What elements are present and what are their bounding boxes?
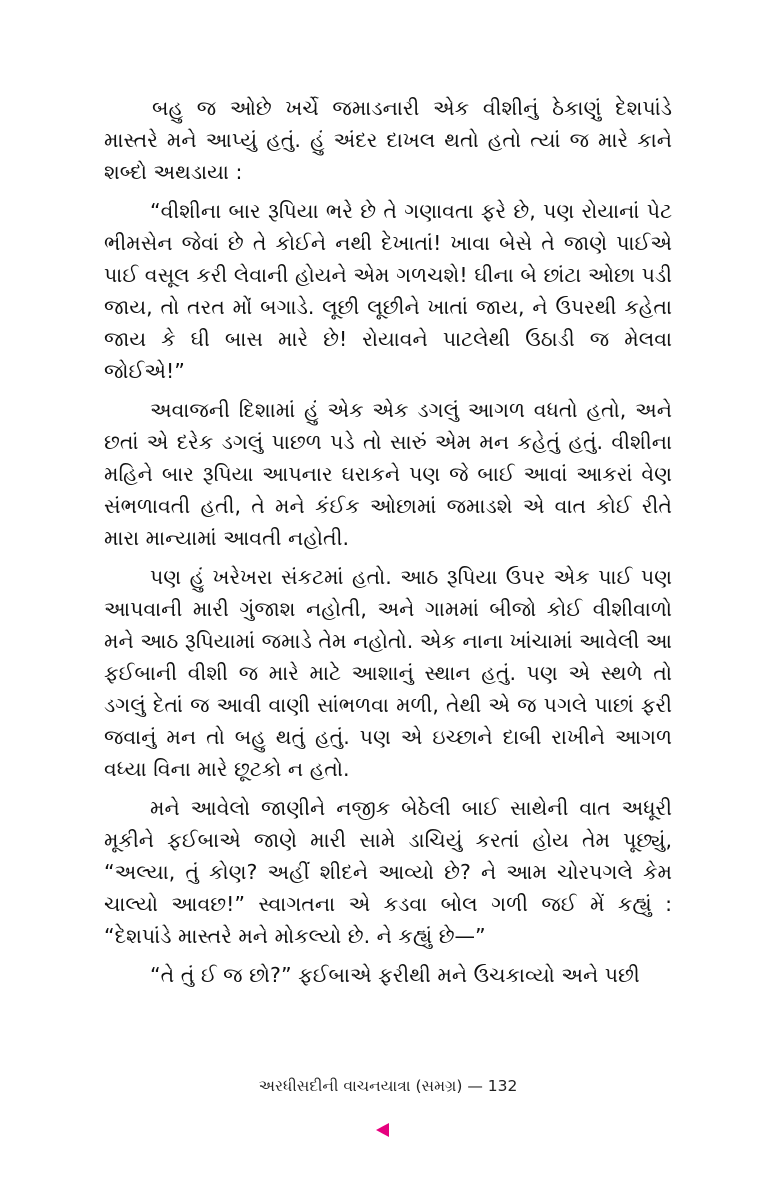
paragraph-4: પણ હું ખરેખરા સંકટમાં હતો. આઠ રૂપિયા ઉપર એક પાઈ પણ આપવાની મારી ગુંજાશ નહોતી, અને ગામમાં બીજો કોઈ વીશીવાળો મને આઠ રૂપિયામાં જમાડે તેમ નહોતો. એક નાના ખાંચામાં આવેલી આ ફઈબાની વીશી જ મારે માટે આશાનું સ્થાન હતું. પણ એ સ્થળે તો ડગલું દેતાં જ આવી વાણી સાંભળવા મળી, તેથી એ જ પગલે પાછાં ફરી જવાનું મન તો બહુ થતું હતું. પણ એ ઇચ્છાને દાબી રાખીને આગળ વધ્યા વિના મારે છૂટકો ન હતો. <box>104 565 672 781</box>
paragraph-2: “વીશીના બાર રૂપિયા ભરે છે તે ગણાવતા ફરે છે, પણ રોયાનાં પેટ ભીમસેન જેવાં છે તે કોઈને નથી દેખાતાં! ખાવા બેસે તે જાણે પાઈએ પાઈ વસૂલ કરી લેવાની હોયને એમ ગળચશે! ઘીના બે છાંટા ઓછા પડી જાય, તો તરત મોં બગાડે. લૂછી લૂછીને ખાતાં જાય, ને ઉપરથી કહેતા જાય કે ઘી બાસ મારે છે! રોયાવને પાટલેથી ઉઠાડી જ મેલવા જોઈએ!” <box>104 199 672 383</box>
paragraph-3: અવાજની દિશામાં હું એક એક ડગલું આગળ વધતો હતો, અને છતાં એ દરેક ડગલું પાછળ પડે તો સારું એમ મન કહેતું હતું. વીશીના મહિને બાર રૂપિયા આપનાર ઘરાકને પણ જે બાઈ આવાં આકરાં વેણ સંભળાવતી હતી, તે મને કંઈક ઓછામાં જમાડશે એ વાત કોઈ રીતે મારા માન્યામાં આવતી નહોતી. <box>104 398 672 550</box>
paragraph-1: બહુ જ ઓછે ખર્ચે જમાડનારી એક વીશીનું ઠેકાણું દેશપાંડે માસ્તરે મને આપ્યું હતું. હું અંદર દાખલ થતો હતો ત્યાં જ મારે કાને શબ્દો અથડાયા : <box>104 96 672 184</box>
page-footer: અરધીસદીની વાચનયાત્રા (સમગ્ર) — 132 <box>258 1077 518 1095</box>
paragraph-6: “તે તું ઈ જ છો?” ફઈબાએ ફરીથી મને ઉચકાવ્યો અને પછી <box>150 963 640 987</box>
previous-page-icon[interactable] <box>376 1123 389 1137</box>
page-body <box>104 92 672 998</box>
paragraph-5: મને આવેલો જાણીને નજીક બેઠેલી બાઈ સાથેની વાત અધૂરી મૂકીને ફઈબાએ જાણે મારી સામે ડાચિયું કરતાં હોય તેમ પૂછ્યું, “અલ્યા, તું કોણ? અહીં શીદને આવ્યો છે? ને આમ ચોરપગલે કેમ ચાલ્યો આવછ!” સ્વાગતના એ કડવા બોલ ગળી જઈ મેં કહ્યું : “દેશપાંડે માસ્તરે મને મોકલ્યો છે. ને કહ્યું છે—” <box>104 796 672 948</box>
